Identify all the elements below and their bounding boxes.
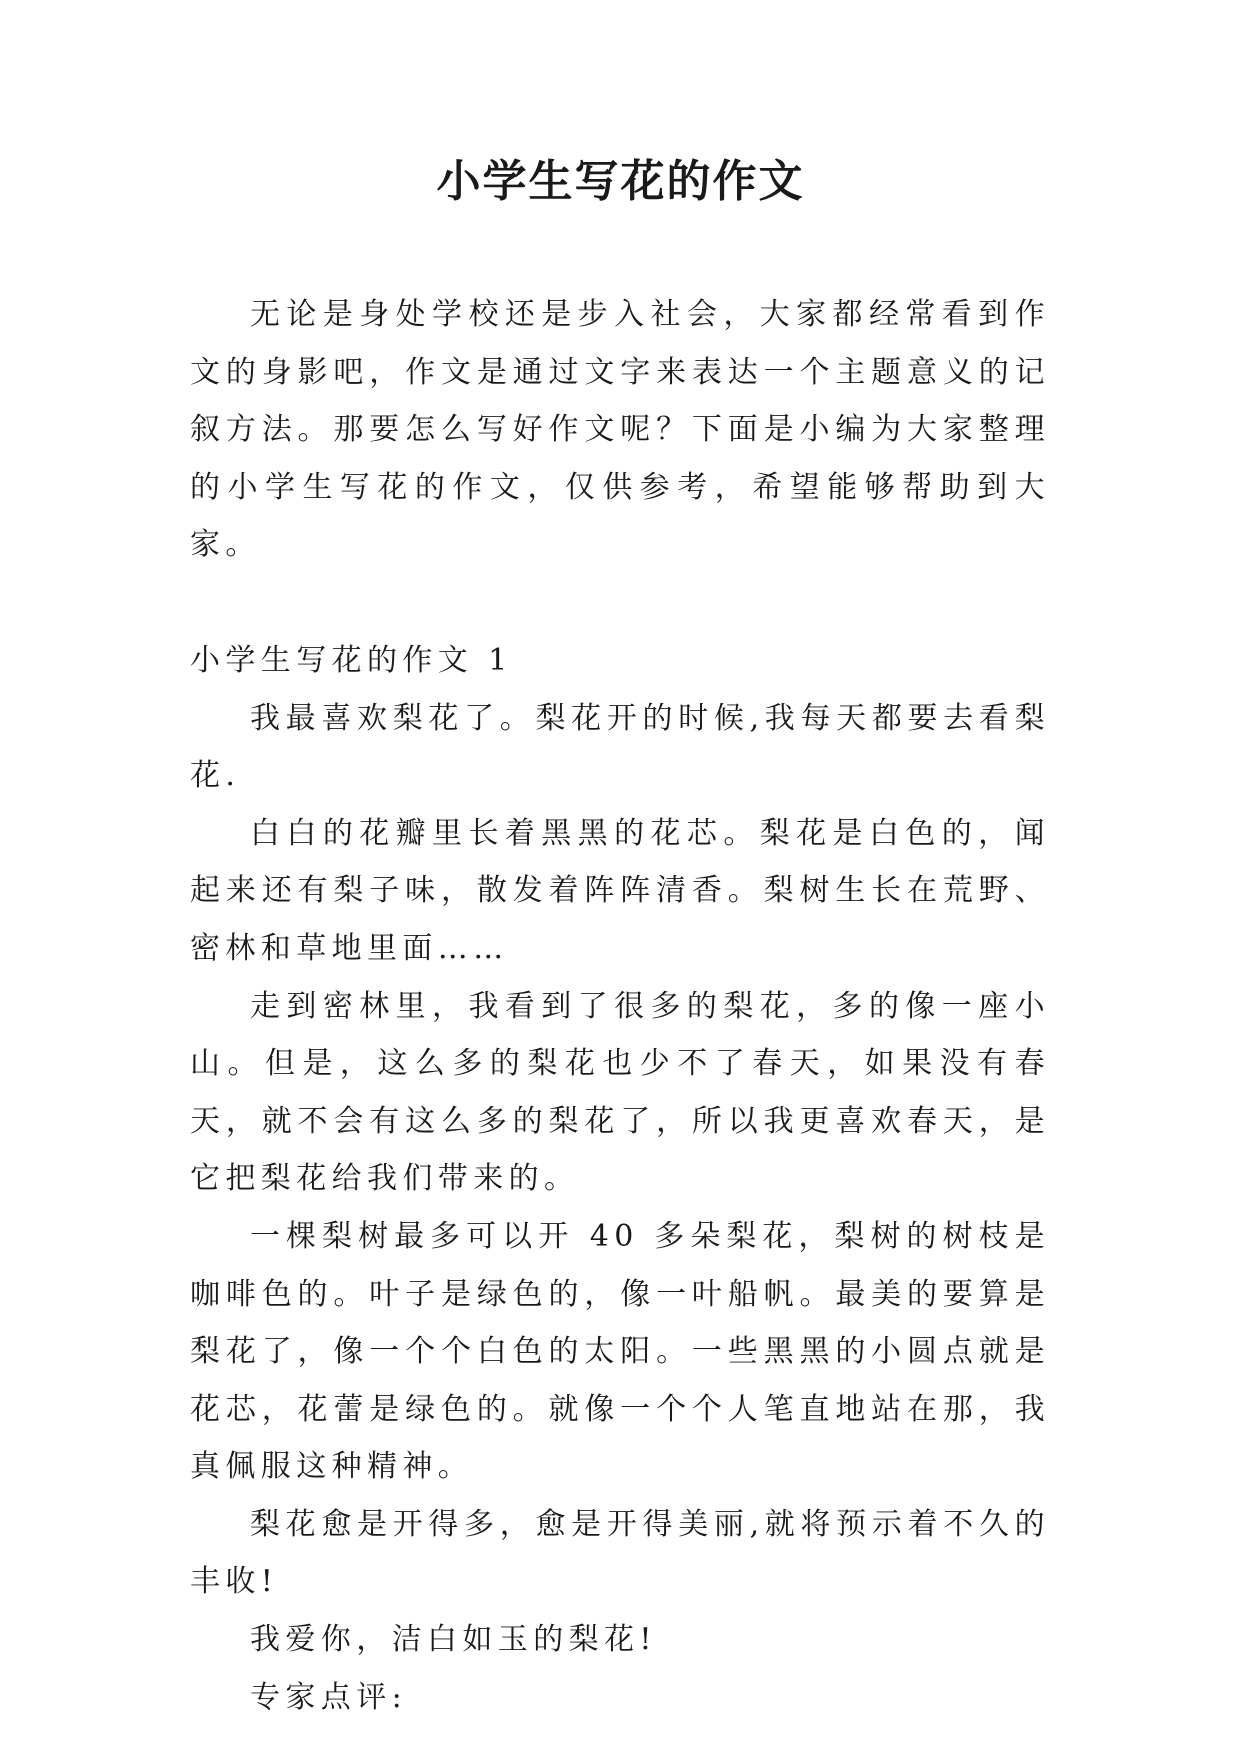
body-paragraph: 我爱你，洁白如玉的梨花!: [250, 1622, 657, 1658]
intro-paragraph: 无论是身处学校还是步入社会，大家都经常看到作文的身影吧，作文是通过文字来表达一个主题意义的记叙方法。那要怎么写好作文呢？下面是小编为大家整理的小学生写花的作文，仅供参考，希望能够帮助到大家。: [190, 297, 1050, 563]
body-paragraph: 我最喜欢梨花了。梨花开的时候,我每天都要去看梨花.: [190, 700, 1050, 794]
body-paragraph: 走到密林里，我看到了很多的梨花，多的像一座小山。但是，这么多的梨花也少不了春天，如果没有春天，就不会有这么多的梨花了，所以我更喜欢春天，是它把梨花给我们带来的。: [190, 988, 1050, 1197]
body-paragraph: 梨花愈是开得多，愈是开得美丽,就将预示着不久的丰收!: [190, 1506, 1050, 1600]
paragraph-gap: [190, 574, 1050, 632]
body-paragraph: 一棵梨树最多可以开 40 多朵梨花，梨树的树枝是咖啡色的。叶子是绿色的，像一叶船帆。最美的要算是梨花了，像一个个白色的太阳。一些黑黑的小圆点就是花芯，花蕾是绿色的。就像一个个人笔直地站在那，我真佩服这种精神。: [190, 1218, 1050, 1485]
document-body: [190, 286, 1050, 1726]
section-heading: 小学生写花的作文 1: [190, 642, 513, 678]
body-paragraph: 专家点评:: [250, 1679, 408, 1715]
document-title: 小学生写花的作文: [436, 156, 805, 207]
body-paragraph: 白白的花瓣里长着黑黑的花芯。梨花是白色的，闻起来还有梨子味，散发着阵阵清香。梨树生长在荒野、密林和草地里面……: [190, 815, 1050, 966]
